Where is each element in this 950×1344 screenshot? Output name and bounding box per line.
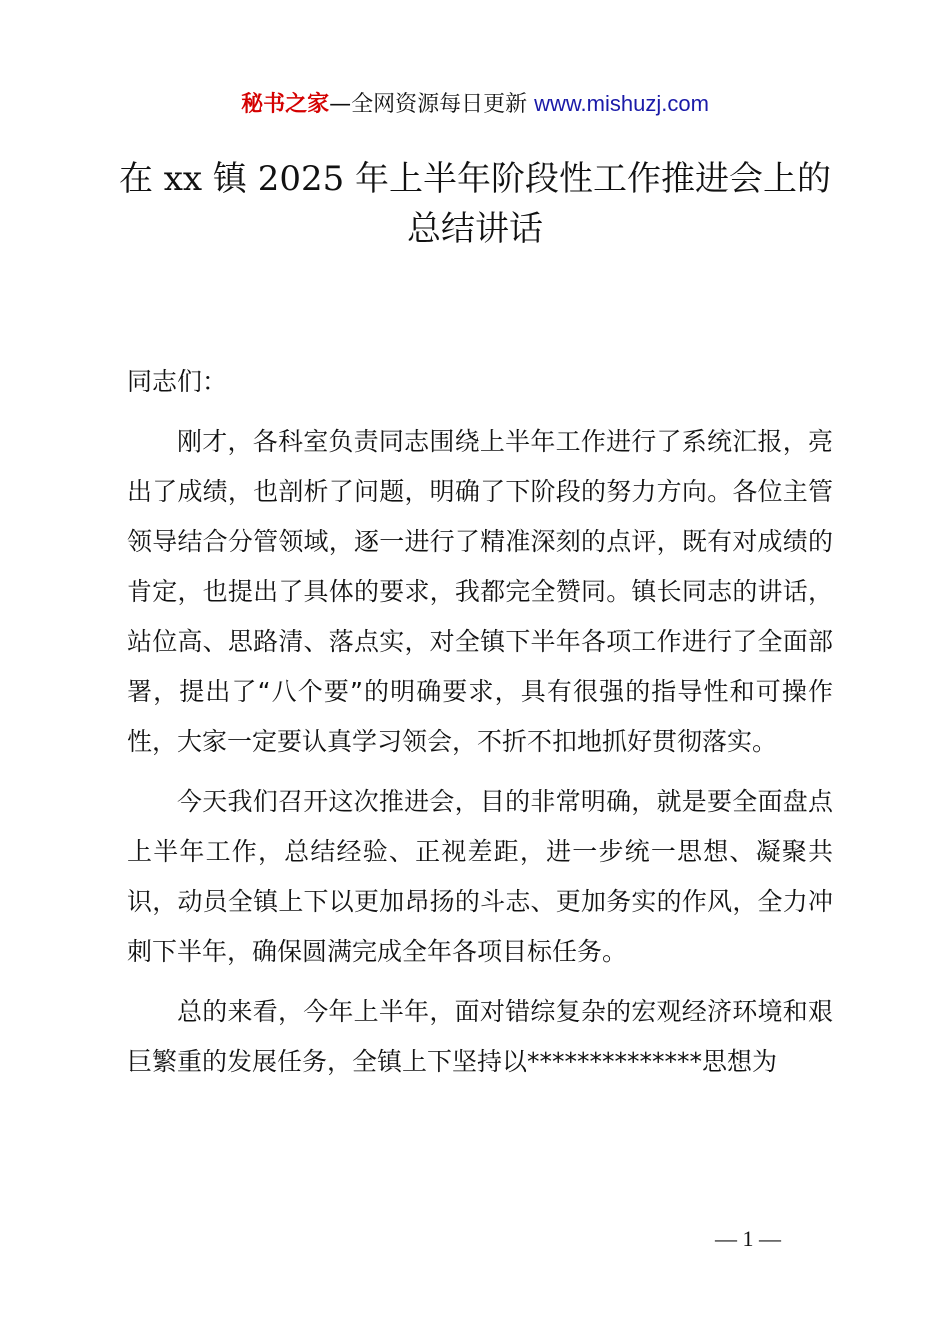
salutation: 同志们： [127, 367, 228, 396]
brand-name: 秘书之家 [241, 92, 330, 117]
paragraph-2: 今天我们召开这次推进会，目的非常明确，就是要全面盘点上半年工作，总结经验、正视差距，进一步统一思想、凝聚共识，动员全镇上下以更加昂扬的斗志、更加务实的作风，全力冲刺下半年，确保圆满完成全年各项目标任务。 [127, 787, 833, 966]
title-line-1: 在 xx 镇 2025 年上半年阶段性工作推进会上的 [118, 159, 832, 199]
site-header [0, 88, 950, 121]
paragraph-1: 刚才，各科室负责同志围绕上半年工作进行了系统汇报，亮出了成绩，也剖析了问题，明确了下阶段的努力方向。各位主管领导结合分管领域，逐一进行了精准深刻的点评，既有对成绩的肯定，也提出了具体的要求，我都完全赞同。镇长同志的讲话，站位高、思路清、落点实，对全镇下半年各项工作进行了全面部署，提出了“八个要”的明确要求，具有很强的指导性和可操作性，大家一定要认真学习领会，不折不扣地抓好贯彻落实。 [127, 427, 833, 756]
page-number: — 1 — [715, 1226, 781, 1251]
document-title [100, 154, 850, 254]
paragraph-3: 总的来看，今年上半年，面对错综复杂的宏观经济环境和艰巨繁重的发展任务，全镇上下坚持以**************思想为 [127, 997, 833, 1076]
site-url-link[interactable]: www.mishuzj.com [534, 91, 709, 116]
document-body [127, 357, 833, 1097]
title-line-2: 总结讲话 [407, 209, 543, 249]
header-tagline: —全网资源每日更新 [329, 92, 535, 117]
